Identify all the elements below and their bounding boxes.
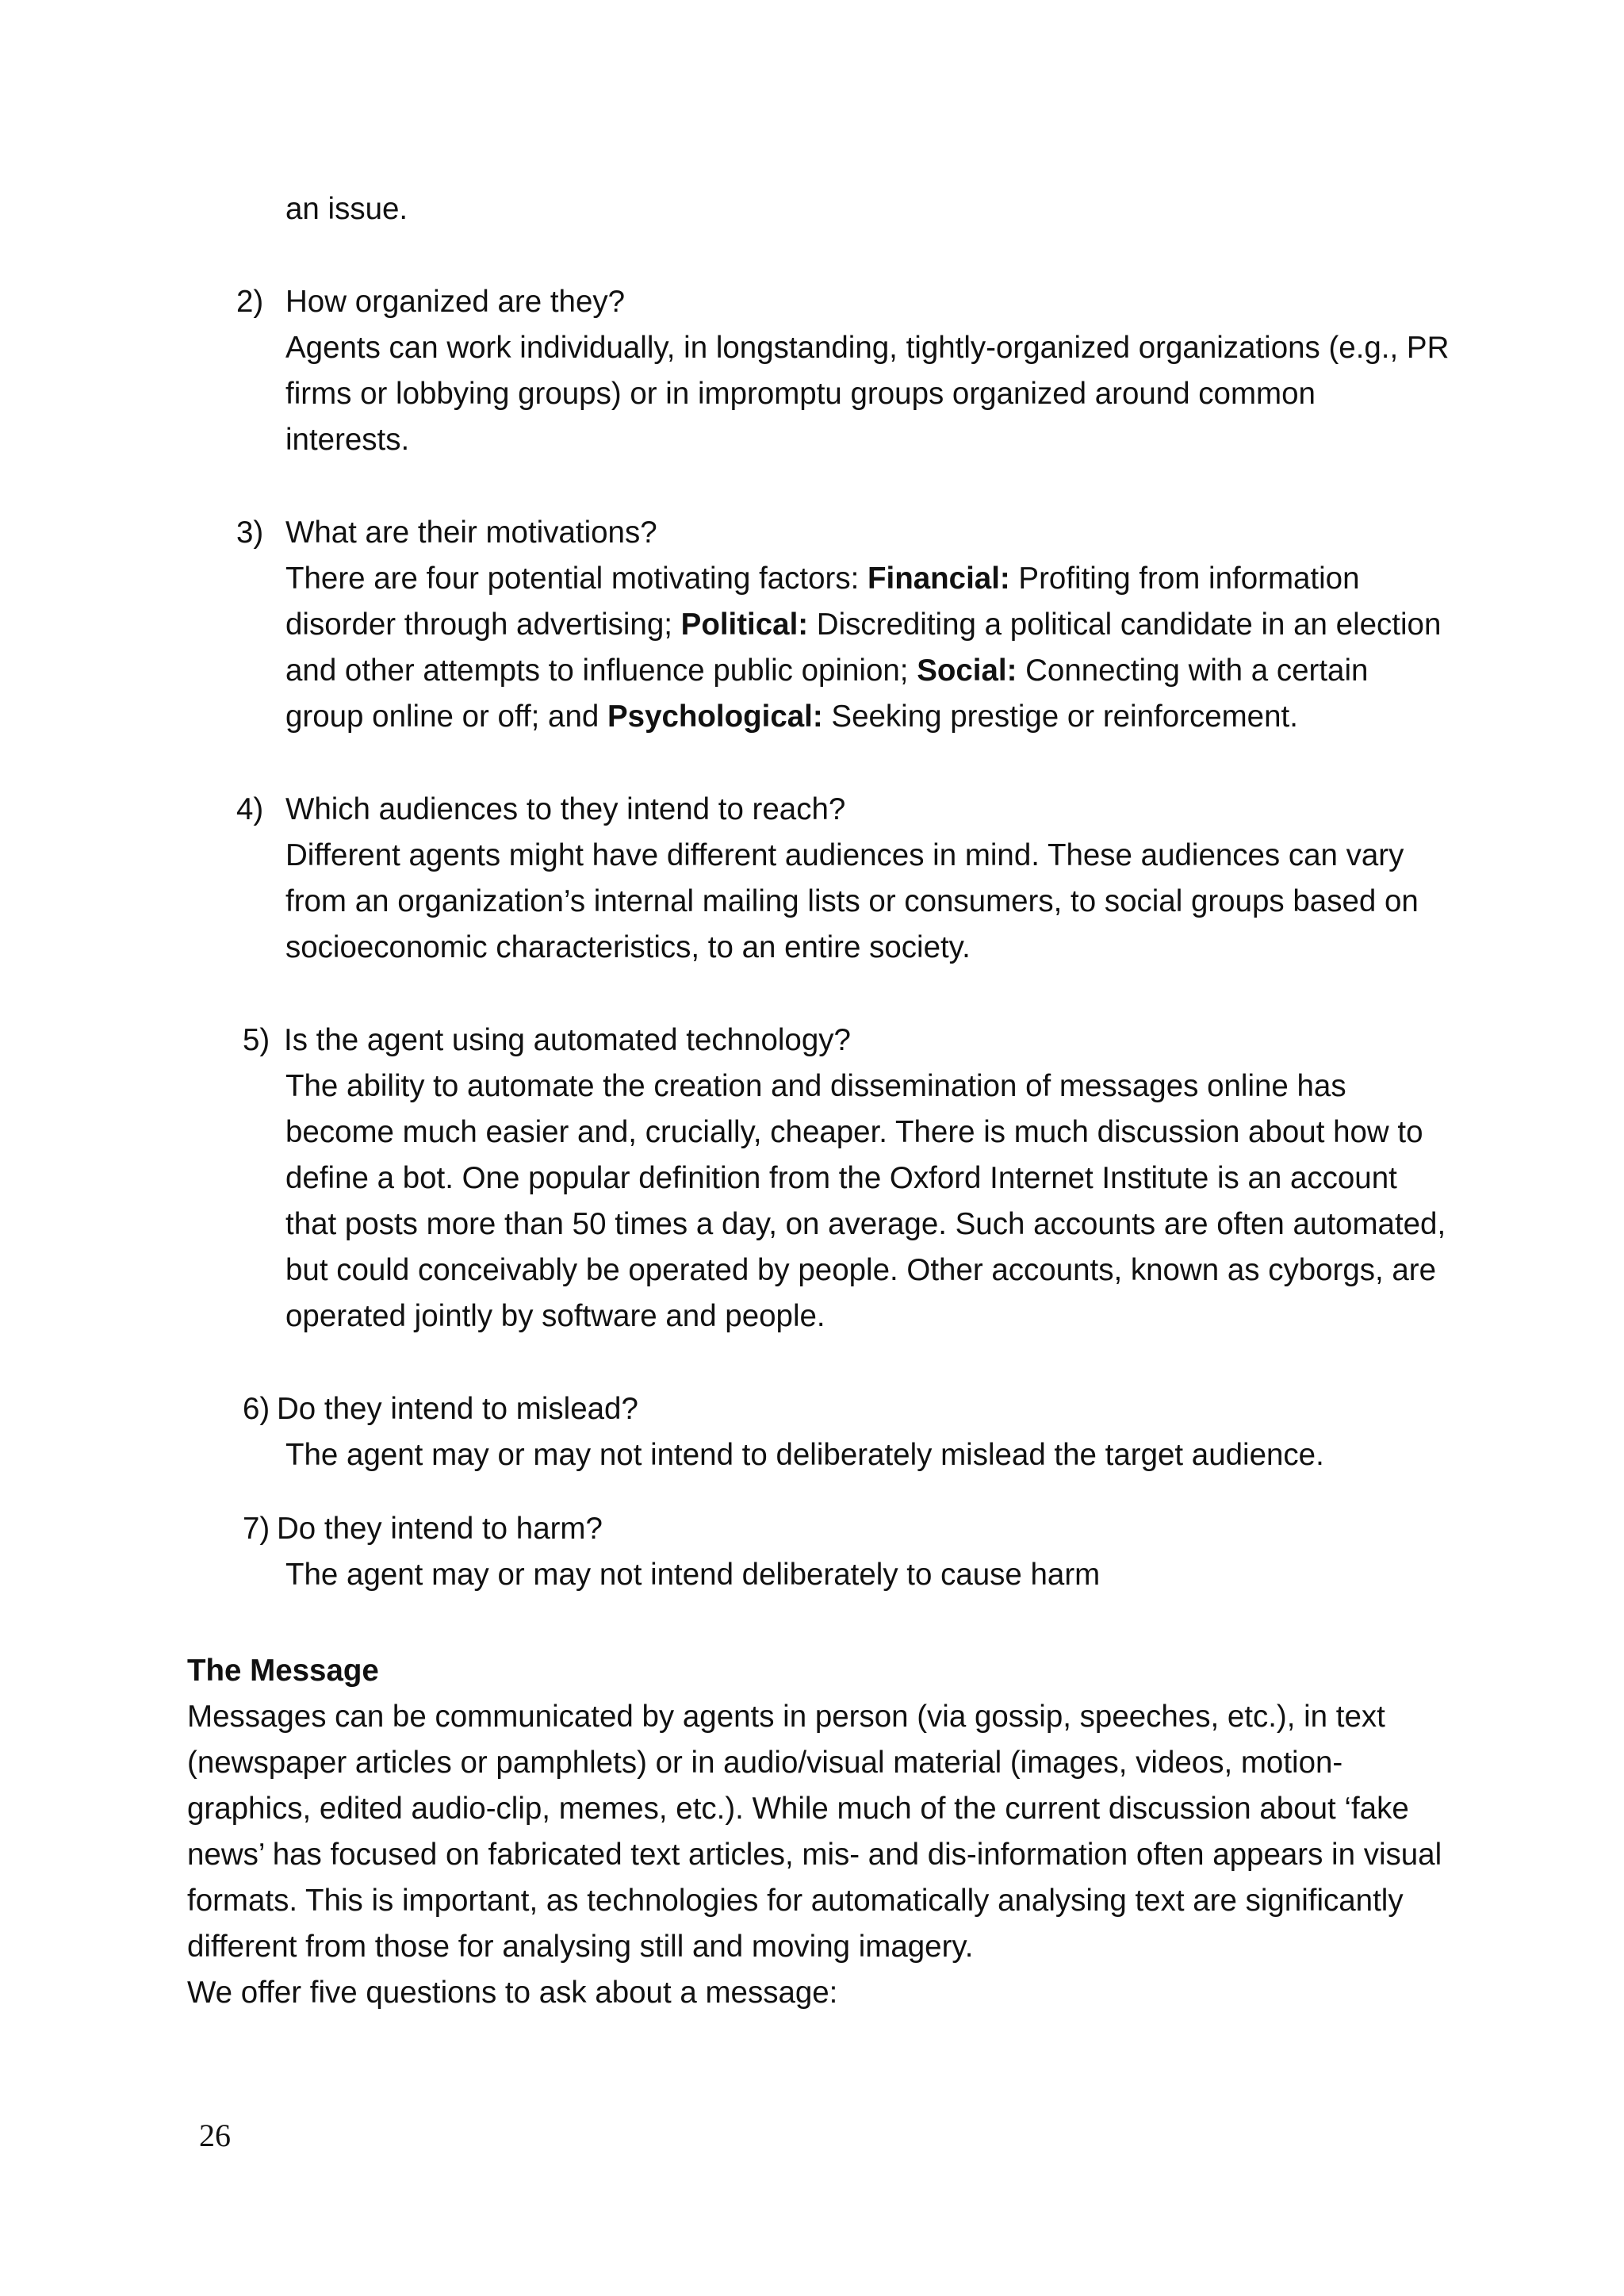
item-body-line: operated jointly by software and people. xyxy=(285,1299,825,1333)
text-run: disorder through advertising; xyxy=(285,608,681,642)
item-number: 2) xyxy=(236,285,264,319)
section-body-line: Messages can be communicated by agents in person (via gossip, speeches, etc.), in text xyxy=(187,1700,1385,1734)
political-label: Political: xyxy=(680,608,809,642)
item-body-line: interests. xyxy=(285,423,410,457)
continuation-text: an issue. xyxy=(285,192,408,226)
item-body-line: The agent may or may not intend to deliberately mislead the target audience. xyxy=(285,1438,1324,1472)
section-body-line: We offer five questions to ask about a message: xyxy=(187,1976,838,2010)
item-question: What are their motivations? xyxy=(285,516,657,550)
item-question: Do they intend to harm? xyxy=(277,1512,603,1546)
text-run: There are four potential motivating factors: xyxy=(285,562,868,596)
item-number: 4) xyxy=(236,792,264,826)
item-number: 3) xyxy=(236,516,264,550)
item-question: How organized are they? xyxy=(285,285,626,319)
item-body-line: Different agents might have different audiences in mind. These audiences can vary xyxy=(285,838,1404,872)
section-body-line: formats. This is important, as technologies for automatically analysing text are significantly xyxy=(187,1884,1404,1918)
item-body-line: Agents can work individually, in longstanding, tightly-organized organizations (e.g., PR xyxy=(285,331,1450,365)
item-body-line xyxy=(285,694,1298,740)
financial-label: Financial: xyxy=(868,562,1010,596)
item-body-line: that posts more than 50 times a day, on average. Such accounts are often automated, xyxy=(285,1207,1446,1241)
text-run: Connecting with a certain xyxy=(1017,654,1369,688)
item-question: Is the agent using automated technology? xyxy=(284,1023,851,1057)
text-run: Discrediting a political candidate in an election xyxy=(808,608,1442,642)
psychological-label: Psychological: xyxy=(607,700,823,734)
item-body-line: define a bot. One popular definition from the Oxford Internet Institute is an account xyxy=(285,1161,1397,1195)
section-body-line: (newspaper articles or pamphlets) or in audio/visual material (images, videos, motion- xyxy=(187,1746,1343,1780)
item-body-line: The agent may or may not intend deliberately to cause harm xyxy=(285,1558,1101,1592)
item-question: Which audiences to they intend to reach? xyxy=(285,792,846,826)
text-run: Seeking prestige or reinforcement. xyxy=(822,700,1298,734)
item-body-line xyxy=(285,648,1368,694)
item-body-line: but could conceivably be operated by people. Other accounts, known as cyborgs, are xyxy=(285,1253,1437,1287)
page-number: 26 xyxy=(199,2118,231,2153)
item-body-line: become much easier and, crucially, cheaper. There is much discussion about how to xyxy=(285,1115,1423,1149)
item-question: Do they intend to mislead? xyxy=(277,1392,638,1426)
section-body-line: news’ has focused on fabricated text articles, mis- and dis-information often appears in visual xyxy=(187,1838,1442,1872)
item-body-line xyxy=(285,556,1360,602)
item-number: 5) xyxy=(243,1023,270,1057)
section-body-line: different from those for analysing still and moving imagery. xyxy=(187,1930,974,1964)
item-body-line xyxy=(285,602,1441,648)
text-run: and other attempts to influence public opinion; xyxy=(285,654,917,688)
text-run: Profiting from information xyxy=(1009,562,1360,596)
item-body-line: socioeconomic characteristics, to an entire society. xyxy=(285,930,971,964)
item-body-line: firms or lobbying groups) or in impromptu groups organized around common xyxy=(285,377,1316,411)
section-heading: The Message xyxy=(187,1654,379,1688)
section-body-line: graphics, edited audio-clip, memes, etc.). While much of the current discussion about ‘fake xyxy=(187,1792,1409,1826)
item-number: 6) xyxy=(243,1392,270,1426)
text-run: group online or off; and xyxy=(285,700,607,734)
item-body-line: from an organization’s internal mailing lists or consumers, to social groups based on xyxy=(285,884,1419,918)
item-number: 7) xyxy=(243,1512,270,1546)
social-label: Social: xyxy=(917,654,1017,688)
item-body-line: The ability to automate the creation and dissemination of messages online has xyxy=(285,1069,1346,1103)
